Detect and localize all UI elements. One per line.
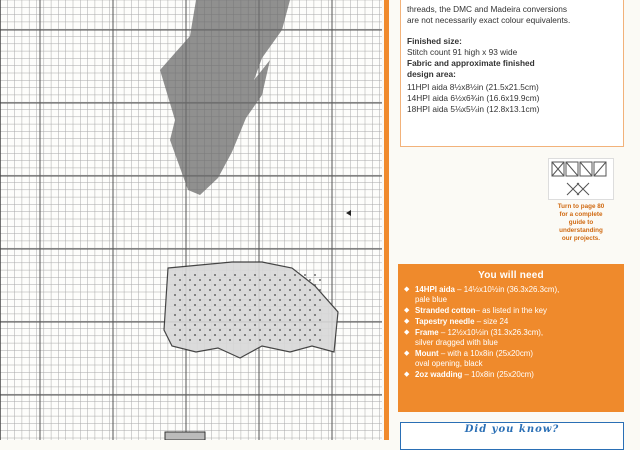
bullet-icon: ◆ <box>404 286 410 293</box>
you-will-need-box <box>398 264 624 412</box>
materials-item-name: 2oz wadding <box>415 370 463 379</box>
info-panel <box>400 0 624 147</box>
materials-item-detail: – 10x8in (25x20cm) <box>462 370 534 379</box>
help-line: for a complete <box>559 211 603 218</box>
materials-item <box>404 285 624 305</box>
help-text <box>542 203 620 243</box>
bullet-icon: ◆ <box>404 307 410 314</box>
intro-text-line-1: threads, the DMC and Madeira conversions <box>407 4 568 14</box>
materials-item-name: Stranded cotton <box>415 306 476 315</box>
materials-item <box>404 306 624 316</box>
materials-item-detail: – as listed in the key <box>475 306 547 315</box>
help-line: guide to <box>568 219 594 226</box>
bullet-icon: ◆ <box>404 350 410 357</box>
materials-item-name: Tapestry needle <box>415 317 475 326</box>
did-you-know-box <box>400 422 624 450</box>
materials-item-name: Mount <box>415 349 439 358</box>
help-line: Turn to page 80 <box>557 203 605 210</box>
materials-item-detail-cont: pale blue <box>415 295 448 304</box>
materials-item <box>404 349 624 369</box>
materials-item <box>404 328 624 348</box>
materials-item-name: Frame <box>415 328 439 337</box>
bullet-icon: ◆ <box>404 371 410 378</box>
bullet-icon: ◆ <box>404 329 410 336</box>
size-18hpi: 18HPI aida 5⅛x5¼in (12.8x13.1cm) <box>407 104 540 114</box>
finished-size-heading: Finished size: <box>407 36 462 46</box>
bullet-icon: ◆ <box>404 318 410 325</box>
fabric-heading-1: Fabric and approximate finished <box>407 58 535 68</box>
size-11hpi: 11HPI aida 8½x8½in (21.5x21.5cm) <box>407 82 539 92</box>
materials-item-detail: – 14½x10½in (36.3x26.3cm), <box>454 285 560 294</box>
you-will-need-title: You will need <box>478 270 544 281</box>
sidebar <box>392 0 640 440</box>
intro-text-line-2: are not necessarily exact colour equivalents. <box>407 15 571 25</box>
materials-item <box>404 370 624 380</box>
stitch-diagram-icon <box>548 158 614 200</box>
help-reference <box>542 158 620 243</box>
fabric-heading-2: design area: <box>407 69 456 79</box>
materials-item-detail-cont: oval opening, black <box>415 359 483 368</box>
materials-item <box>404 317 624 327</box>
materials-item-detail: – size 24 <box>474 317 509 326</box>
materials-list <box>404 285 624 380</box>
help-line: our projects. <box>561 235 601 242</box>
help-line: understanding <box>559 227 603 234</box>
did-you-know-title: Did you know? <box>464 424 560 435</box>
page-divider <box>384 0 389 440</box>
materials-item-detail: – with a 10x8in (25x20cm) <box>438 349 533 358</box>
materials-item-name: 14HPI aida <box>415 285 455 294</box>
materials-item-detail: – 12½x10½in (31.3x26.3cm), <box>438 328 544 337</box>
size-14hpi: 14HPI aida 6½x6¾in (16.6x19.9cm) <box>407 93 540 103</box>
materials-item-detail-cont: silver dragged with blue <box>415 338 498 347</box>
stitch-count: Stitch count 91 high x 93 wide <box>407 47 518 57</box>
